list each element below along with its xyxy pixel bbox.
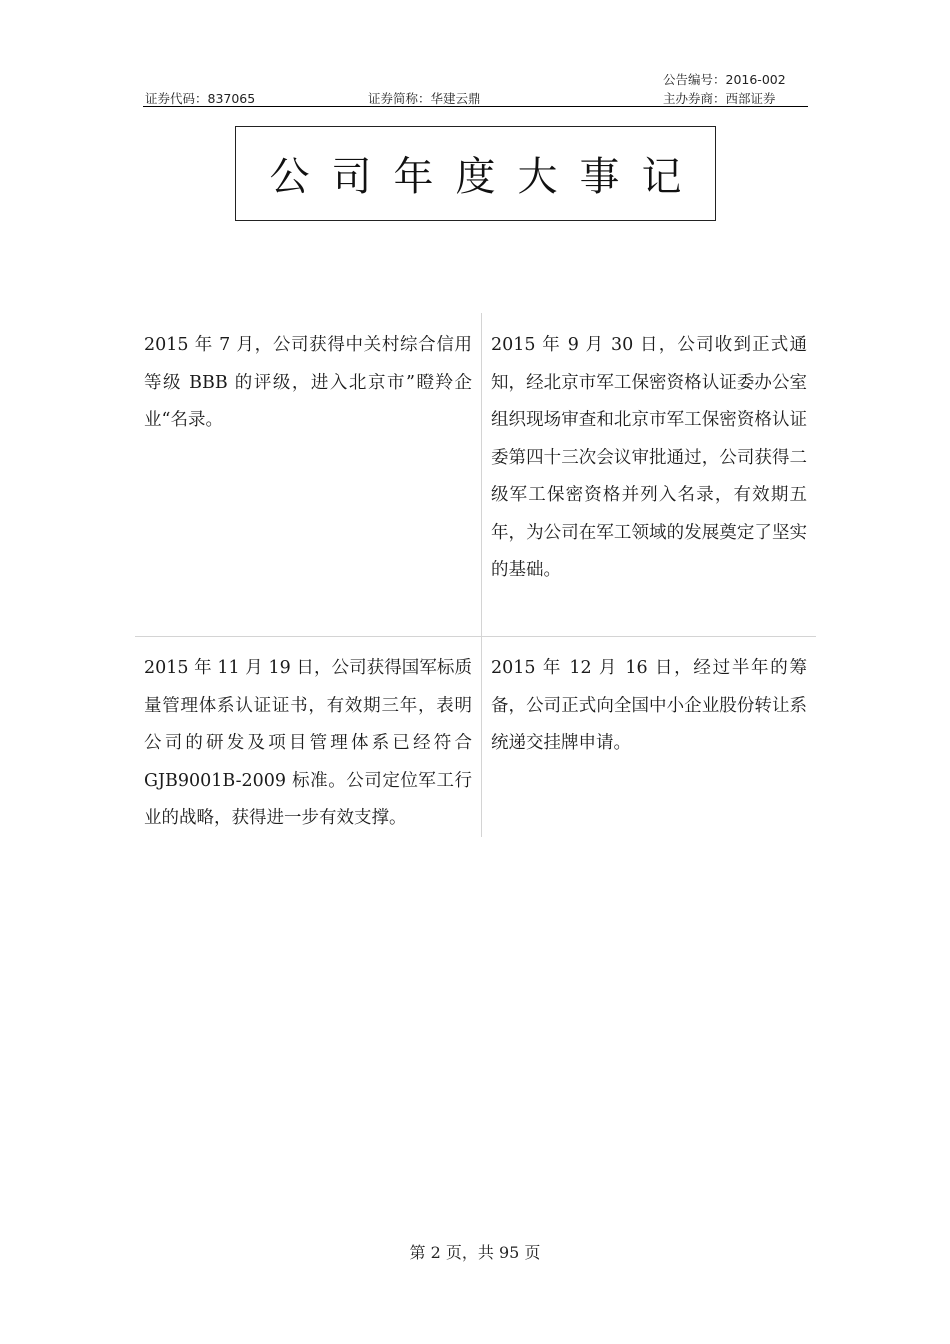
stock-code: 证券代码：837065 (145, 91, 256, 106)
event-cell-1: 2015 年 7 月，公司获得中关村综合信用等级 BBB 的评级，进入北京市”瞪羚企业“名录。 (144, 335, 472, 430)
title-box (235, 126, 716, 221)
header-rule (143, 106, 808, 107)
stock-name: 证券简称：华建云鼎 (368, 91, 481, 106)
page-number: 第 2 页，共 95 页 (409, 1243, 541, 1262)
event-cell-3: 2015 年 11 月 19 日，公司获得国军标质量管理体系认证证书，有效期三年，表明公司的研发及项目管理体系已经符合 GJB9001B-2009 标准。公司定位军工行业的战略，获得进一步有效支撑。 (144, 658, 472, 828)
announcement-number: 公告编号：2016-002 (663, 72, 786, 87)
table-divider-vertical (481, 313, 482, 837)
event-cell-2: 2015 年 9 月 30 日，公司收到正式通知，经北京市军工保密资格认证委办公室组织现场审查和北京市军工保密资格认证委第四十三次会议审批通过，公司获得二级军工保密资格并列入名录，有效期五年，为公司在军工领域的发展奠定了坚实的基础。 (491, 335, 807, 580)
page-title: 公司年度大事记 (269, 154, 704, 200)
event-cell-4: 2015 年 12 月 16 日，经过半年的筹备，公司正式向全国中小企业股份转让系统递交挂牌申请。 (491, 658, 807, 753)
table-divider-horizontal (135, 636, 816, 637)
sponsor-broker: 主办券商：西部证券 (663, 91, 776, 106)
